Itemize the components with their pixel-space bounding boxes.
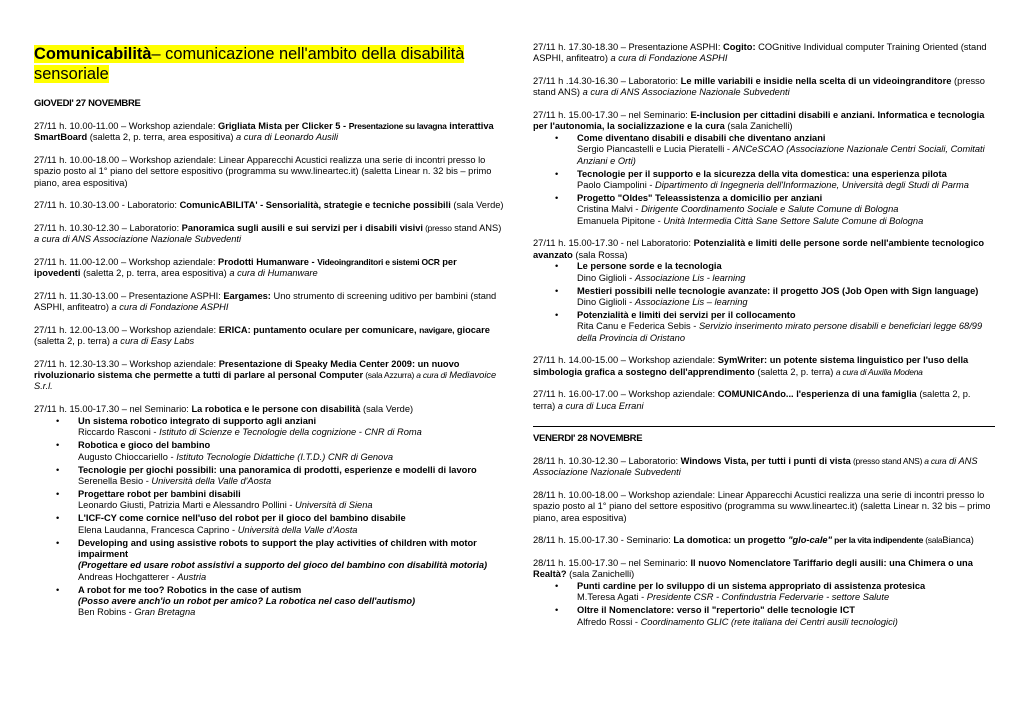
bullet-icon: •: [56, 489, 60, 500]
event-title-cont: interattiva SmartBoard: [34, 121, 494, 143]
event-location: (presso stand ANS): [533, 75, 985, 98]
speaker-name: Augusto Chioccariello -: [78, 451, 177, 462]
speaker-line: [78, 525, 504, 536]
bullet-icon: •: [555, 580, 559, 591]
speaker-line: [78, 607, 504, 618]
speaker-line: [577, 204, 995, 215]
speaker-name: Paolo Ciampolini -: [577, 179, 656, 190]
speaker-affiliation: Istituto Tecnologie Didattiche (I.T.D.) CNR di Genova: [176, 451, 394, 462]
speaker-affiliation: Austria: [177, 571, 207, 582]
speaker-affiliation: Università di Siena: [295, 500, 373, 511]
event-time-type: 27/11 h. 12.30-13.30 – Workshop aziendale:: [34, 358, 219, 369]
event-title: Presentazione di Speaky Media Center 2009: un nuovo rivoluzionario sistema che permette a tutti di parlare al personal Computer: [34, 358, 460, 381]
event-entry: [533, 238, 995, 261]
event-entry: [533, 389, 995, 412]
event-time-type: 27/11 h. 10.00-18.00 – Workshop aziendale: Linear Apparecchi Acustici realizza una serie di incontri presso lo spazio posto al 1° piano del settore espositivo (programma su www.lineartec.it) (saletta Linear n. 32 bis – primo piano, area espositiva): [34, 154, 492, 188]
talk-title: Le persone sorde e la tecnologia: [577, 261, 722, 272]
bullet-icon: •: [555, 310, 559, 321]
day-heading-friday: VENERDI' 28 NOVEMBRE: [533, 432, 643, 444]
speaker-name: Elena Laudanna, Francesca Caprino -: [78, 524, 238, 535]
speaker-affiliation: Servizio inserimento mirato persone disabili e beneficiari legge 68/99 della Provincia di Oristano: [577, 321, 983, 343]
bullet-icon: •: [555, 193, 559, 204]
event-location: (sala Zanichelli): [566, 569, 635, 580]
robotics-speakers-list: [34, 416, 504, 619]
event-organizer-small: a cura di Auxilia Modena: [835, 366, 923, 377]
event-title: Le mille variabili e insidie nella scelta di un videoingranditore: [680, 75, 952, 86]
event-time-type: 27/11 h. 15.00-17.30 – nel Seminario:: [34, 404, 192, 415]
event-title-small: Presentazione su lavagna: [348, 121, 447, 131]
speaker-name: Ben Robins -: [78, 607, 135, 618]
event-entry: [533, 558, 995, 581]
event-title: Il nuovo Nomenclatore Tariffario degli ausili: una Chimera o una Realtà?: [533, 557, 973, 580]
speaker-line: [577, 592, 995, 603]
talk-title: A robot for me too? Robotics in the case of autism: [78, 584, 302, 595]
event-location: COGnitive Individual computer Training Oriented (stand ASPHI, anfiteatro): [533, 42, 987, 64]
bullet-icon: •: [555, 605, 559, 616]
speaker-affiliation: Dipartimento di Ingegneria dell'Informazione, Università degli Studi di Parma: [655, 179, 969, 190]
event-entry: [533, 42, 995, 65]
event-time-type: 27/11 h. 17.30-18.30 – Presentazione ASPHI:: [533, 42, 724, 52]
event-time-type: 27/11 h. 16.00-17.00 – Workshop aziendale:: [533, 389, 718, 400]
speaker-item: [56, 415, 504, 439]
event-entry: [34, 200, 504, 211]
event-location: stand ANS): [451, 222, 502, 233]
speaker-item: [555, 132, 995, 167]
bullet-icon: •: [555, 285, 559, 296]
talk-title: Potenzialità e limiti dei servizi per il collocamento: [577, 310, 796, 321]
event-time-type: 27/11 h. 11.00-12.00 – Workshop aziendale:: [34, 256, 218, 267]
event-entry: [533, 110, 995, 133]
event-title: ERICA: puntamento oculare per comunicare,: [218, 324, 420, 335]
day-divider: [533, 426, 995, 427]
speaker-name: M.Teresa Agati -: [577, 592, 647, 603]
speaker-name: Emanuela Pipitone -: [577, 215, 664, 226]
speaker-name: Leonardo Giusti, Patrizia Marti e Alessandro Pollini -: [78, 500, 296, 511]
talk-subtitle: (Progettare ed usare robot assistivi a supporto del gioco del bambino con disabilità motoria): [78, 560, 488, 571]
left-column: [34, 0, 504, 630]
event-location: (sala Verde): [360, 404, 414, 415]
speaker-item: [555, 310, 995, 344]
event-title: COMUNICAndo... l'esperienza di una famiglia: [717, 389, 917, 400]
speaker-item: [555, 193, 995, 227]
event-title: E-inclusion per cittadini disabili e anziani. Informatica e tecnologia per l'autonomia, la socializzazione e la cura: [533, 109, 985, 132]
event-entry: [533, 76, 995, 99]
event-title: Potenzialità e limiti delle persone sorde nell'ambiente tecnologico avanzato: [533, 238, 985, 260]
speaker-item: [555, 168, 995, 192]
event-location-small: (presso: [422, 222, 452, 233]
speaker-item: [56, 513, 504, 536]
talk-title: Robotica e gioco del bambino: [78, 440, 211, 451]
event-title: La domotica: un progetto: [673, 535, 789, 546]
title-subtitle: – comunicazione nell'ambito della disabilità sensoriale: [34, 45, 465, 83]
event-time-type: 28/11 h. 15.00-17.30 – nel Seminario:: [533, 557, 691, 568]
title-brand: Comunicabilità: [34, 45, 152, 63]
event-location-small: (sala: [923, 535, 943, 546]
speaker-affiliation: Associazione Lis – learning: [634, 296, 748, 307]
event-title: Eargames:: [223, 290, 271, 301]
event-title: Panoramica sugli ausili e sui servizi per i disabili visivi: [181, 222, 423, 233]
speaker-affiliation: Università della Valle d'Aosta: [151, 475, 272, 486]
event-title: La robotica e le persone con disabilità: [191, 404, 361, 415]
speaker-affiliation: ANCeSCAO (Associazione Nazionale Centri Sociali, Comitati Anziani e Orti): [577, 144, 985, 166]
event-entry: [34, 155, 504, 189]
deaf-lab-speakers-list: [533, 261, 995, 344]
event-organizer: a cura di Easy Labs: [112, 336, 195, 347]
talk-title: Progetto "Oldes" Teleassistenza a domicilio per anziani: [577, 193, 823, 204]
title-highlight: [34, 45, 464, 83]
event-title: SymWriter: un potente sistema linguistico per l'uso della simbologia grafica a sostegno dell'apprendimento: [533, 355, 969, 377]
event-location: (saletta 2, p. terra, area espositiva): [80, 268, 230, 279]
speaker-item: [56, 584, 504, 619]
event-entry: [533, 355, 995, 378]
speaker-affiliation: Presidente CSR - Confindustria Federvarie - settore Salute: [646, 592, 890, 603]
nomenclatore-speakers-list: [533, 581, 995, 628]
talk-title: Un sistema robotico integrato di supporto agli anziani: [78, 415, 317, 426]
speaker-line: [78, 500, 504, 511]
event-title: Prodotti Humanware -: [218, 256, 318, 267]
bullet-icon: •: [56, 464, 60, 475]
speaker-affiliation: Istituto di Scienze e Tecnologie della cognizione - CNR di Roma: [159, 427, 422, 438]
event-location: (saletta 2, p. terra): [533, 389, 971, 411]
speaker-line: [78, 452, 504, 463]
speaker-affiliation: Unità Intermedia Città Sane Settore Salute Comune di Bologna: [663, 215, 924, 226]
bullet-icon: •: [555, 261, 559, 272]
bullet-icon: •: [56, 415, 60, 426]
speaker-line: [577, 617, 995, 628]
speaker-line: [577, 321, 995, 344]
talk-title: Mestieri possibili nelle tecnologie avanzate: il progetto JOS (Job Open with Sign language): [577, 285, 979, 296]
event-time-type: 27/11 h. 14.00-15.00 – Workshop aziendale:: [533, 355, 718, 366]
event-time-type: 27/11 h .14.30-16.30 – Laboratorio:: [533, 75, 681, 86]
event-location-small: (sala Azzurra): [363, 370, 417, 381]
event-time-type: 27/11 h. 10.30-12.30 – Laboratorio:: [34, 222, 182, 233]
left-entries: [34, 121, 504, 619]
speaker-line: [78, 572, 504, 583]
event-title-cont: giocare: [456, 324, 490, 335]
event-time-type: 27/11 h. 12.00-13.00 – Workshop aziendale:: [34, 324, 219, 335]
speaker-item: [555, 580, 995, 604]
speaker-item: [56, 537, 504, 583]
talk-title: Developing and using assistive robots to support the play activities of children with motor impairment: [78, 537, 477, 560]
speaker-name: Serenella Besio -: [78, 475, 152, 486]
speaker-name: Dino Giglioli -: [577, 296, 635, 307]
event-entry: [34, 291, 504, 314]
event-location: Bianca): [942, 535, 974, 546]
speaker-item: [555, 261, 995, 284]
event-time-type: 27/11 h. 15.00-17.30 – nel Seminario:: [533, 109, 691, 120]
speaker-item: [555, 285, 995, 309]
speaker-affiliation: Associazione Lis - learning: [634, 272, 746, 283]
event-entry: [34, 325, 504, 348]
speaker-item: [56, 464, 504, 488]
event-organizer: di ANS Associazione Nazionale Subvedenti: [533, 455, 978, 478]
bullet-icon: •: [56, 513, 60, 524]
event-title-small: per la vita indipendente: [832, 535, 924, 546]
page-title: [34, 44, 504, 84]
event-entry: [34, 359, 504, 393]
speaker-line: [577, 297, 995, 308]
event-organizer-small: a cura: [924, 455, 947, 466]
speaker-affiliation: Dirigente Coordinamento Sociale e Salute Comune di Bologna: [641, 204, 899, 215]
speaker-line: [577, 144, 995, 167]
talk-title: Tecnologie per il supporto e la sicurezza della vita domestica: una esperienza pilota: [577, 168, 947, 179]
event-location: (saletta 2, p. terra, area espositiva): [87, 132, 237, 143]
event-time-type: 28/11 h. 15.00-17.30 - Seminario:: [533, 535, 674, 546]
speaker-line: [78, 476, 504, 487]
speaker-line: [78, 427, 504, 438]
event-entry: [533, 490, 995, 524]
event-location: (saletta 2, p. terra): [754, 366, 836, 377]
event-time-type: 27/11 h. 15.00-17.30 - nel Laboratorio:: [533, 238, 694, 249]
event-entry: [34, 223, 504, 246]
speaker-item: [56, 489, 504, 512]
talk-title: Come diventano disabili e disabili che diventano anziani: [577, 132, 826, 143]
event-time-type: 27/11 h. 10.00-11.00 – Workshop aziendale:: [34, 121, 218, 131]
talk-title: Punti cardine per lo sviluppo di un sistema appropriato di assistenza protesica: [577, 580, 926, 591]
speaker-affiliation: Gran Bretagna: [134, 607, 196, 618]
event-organizer: a cura di Leonardo Ausili: [236, 132, 339, 143]
event-organizer: a cura di Fondazione ASPHI: [111, 302, 229, 313]
event-title-quote: "glo-cale": [788, 535, 833, 546]
event-entry: [34, 257, 504, 280]
bullet-icon: •: [555, 168, 559, 179]
event-entry: [533, 535, 995, 546]
event-entry: [34, 404, 504, 415]
event-location: Uno strumento di screening uditivo per bambini (stand ASPHI, anfiteatro): [34, 290, 497, 313]
bullet-icon: •: [56, 537, 60, 548]
event-title: Grigliata Mista per Clicker 5 -: [218, 121, 349, 131]
speaker-line: [577, 216, 995, 227]
speaker-item: [555, 605, 995, 628]
event-title-small: Videoingranditori e sistemi OCR: [317, 256, 440, 267]
speaker-name: Alfredo Rossi -: [577, 616, 641, 627]
event-time-type: 28/11 h. 10.00-18.00 – Workshop aziendale: Linear Apparecchi Acustici realizza una serie di incontri presso lo spazio posto al 1° piano del settore espositivo (programma su www.lineartec.it) (saletta Linear n. 32 bis – primo piano, area espositiva): [533, 489, 991, 523]
event-organizer: a cura di Fondazione ASPHI: [610, 53, 728, 64]
bullet-icon: •: [56, 584, 60, 595]
event-location: (sala Verde): [450, 200, 504, 211]
speaker-name: Sergio Piancastelli e Lucia Pieratelli -: [577, 144, 733, 155]
speaker-affiliation: Coordinamento GLIC (rete italiana dei Centri ausili tecnologici): [640, 616, 898, 627]
event-entry: [533, 456, 995, 479]
bullet-icon: •: [555, 132, 559, 143]
event-location: (sala Zanichelli): [724, 121, 793, 132]
talk-title: Oltre il Nomenclatore: verso il "repertorio" delle tecnologie ICT: [577, 605, 855, 616]
event-entry: [34, 121, 504, 144]
event-time-type: 27/11 h. 10.30-13.00 - Laboratorio:: [34, 200, 180, 211]
speaker-name: Dino Giglioli -: [577, 272, 635, 283]
speaker-name: Cristina Malvi -: [577, 204, 642, 215]
event-title-small: navigare,: [419, 324, 455, 335]
event-organizer: Mediavoice S.r.l.: [34, 370, 497, 392]
speaker-affiliation: Università della Valle d'Aosta: [237, 524, 358, 535]
event-organizer: a cura di ANS Associazione Nazionale Subvedenti: [34, 234, 242, 245]
speaker-line: [577, 273, 995, 284]
speaker-name: Andreas Hochgatterer -: [78, 571, 178, 582]
event-location: (saletta 2, p. terra): [34, 336, 113, 347]
event-title: Windows Vista, per tutti i punti di vista: [680, 455, 851, 466]
talk-title: Tecnologie per giochi possibili: una panoramica di prodotti, esperienze e modelli di lavoro: [78, 464, 477, 475]
day-heading-thursday: GIOVEDI' 27 NOVEMBRE: [34, 98, 141, 109]
event-title-cont: per ipovedenti: [34, 256, 457, 279]
speaker-item: [56, 440, 504, 463]
talk-subtitle: (Posso avere anch'io un robot per amico? La robotica nel caso dell'autismo): [78, 596, 416, 607]
event-organizer-small: a cura di: [416, 370, 447, 381]
event-organizer: a cura di Luca Errani: [557, 400, 644, 411]
talk-title: Progettare robot per bambini disabili: [78, 489, 241, 500]
speaker-name: Rita Canu e Federica Sebis -: [577, 321, 699, 332]
event-title: Cogito:: [723, 42, 756, 52]
event-location: (sala Rossa): [572, 249, 628, 260]
bullet-icon: •: [56, 440, 60, 451]
event-organizer: a cura di ANS Associazione Nazionale Subvedenti: [582, 87, 790, 98]
event-organizer: a cura di Humanware: [229, 268, 318, 279]
event-time-type: 28/11 h. 10.30-12.30 – Laboratorio:: [533, 455, 681, 466]
event-time-type: 27/11 h. 11.30-13.00 – Presentazione ASPHI:: [34, 290, 224, 301]
event-location-small: (presso stand ANS): [850, 455, 925, 466]
talk-title: L'ICF-CY come cornice nell'uso del robot per il gioco del bambino disabile: [78, 513, 406, 524]
right-column: [533, 42, 995, 639]
speaker-line: [577, 180, 995, 191]
einclusion-speakers-list: [533, 133, 995, 227]
event-title: ComunicABILITA' - Sensorialità, strategie e tecniche possibili: [179, 200, 451, 211]
speaker-name: Riccardo Rasconi -: [78, 427, 160, 438]
